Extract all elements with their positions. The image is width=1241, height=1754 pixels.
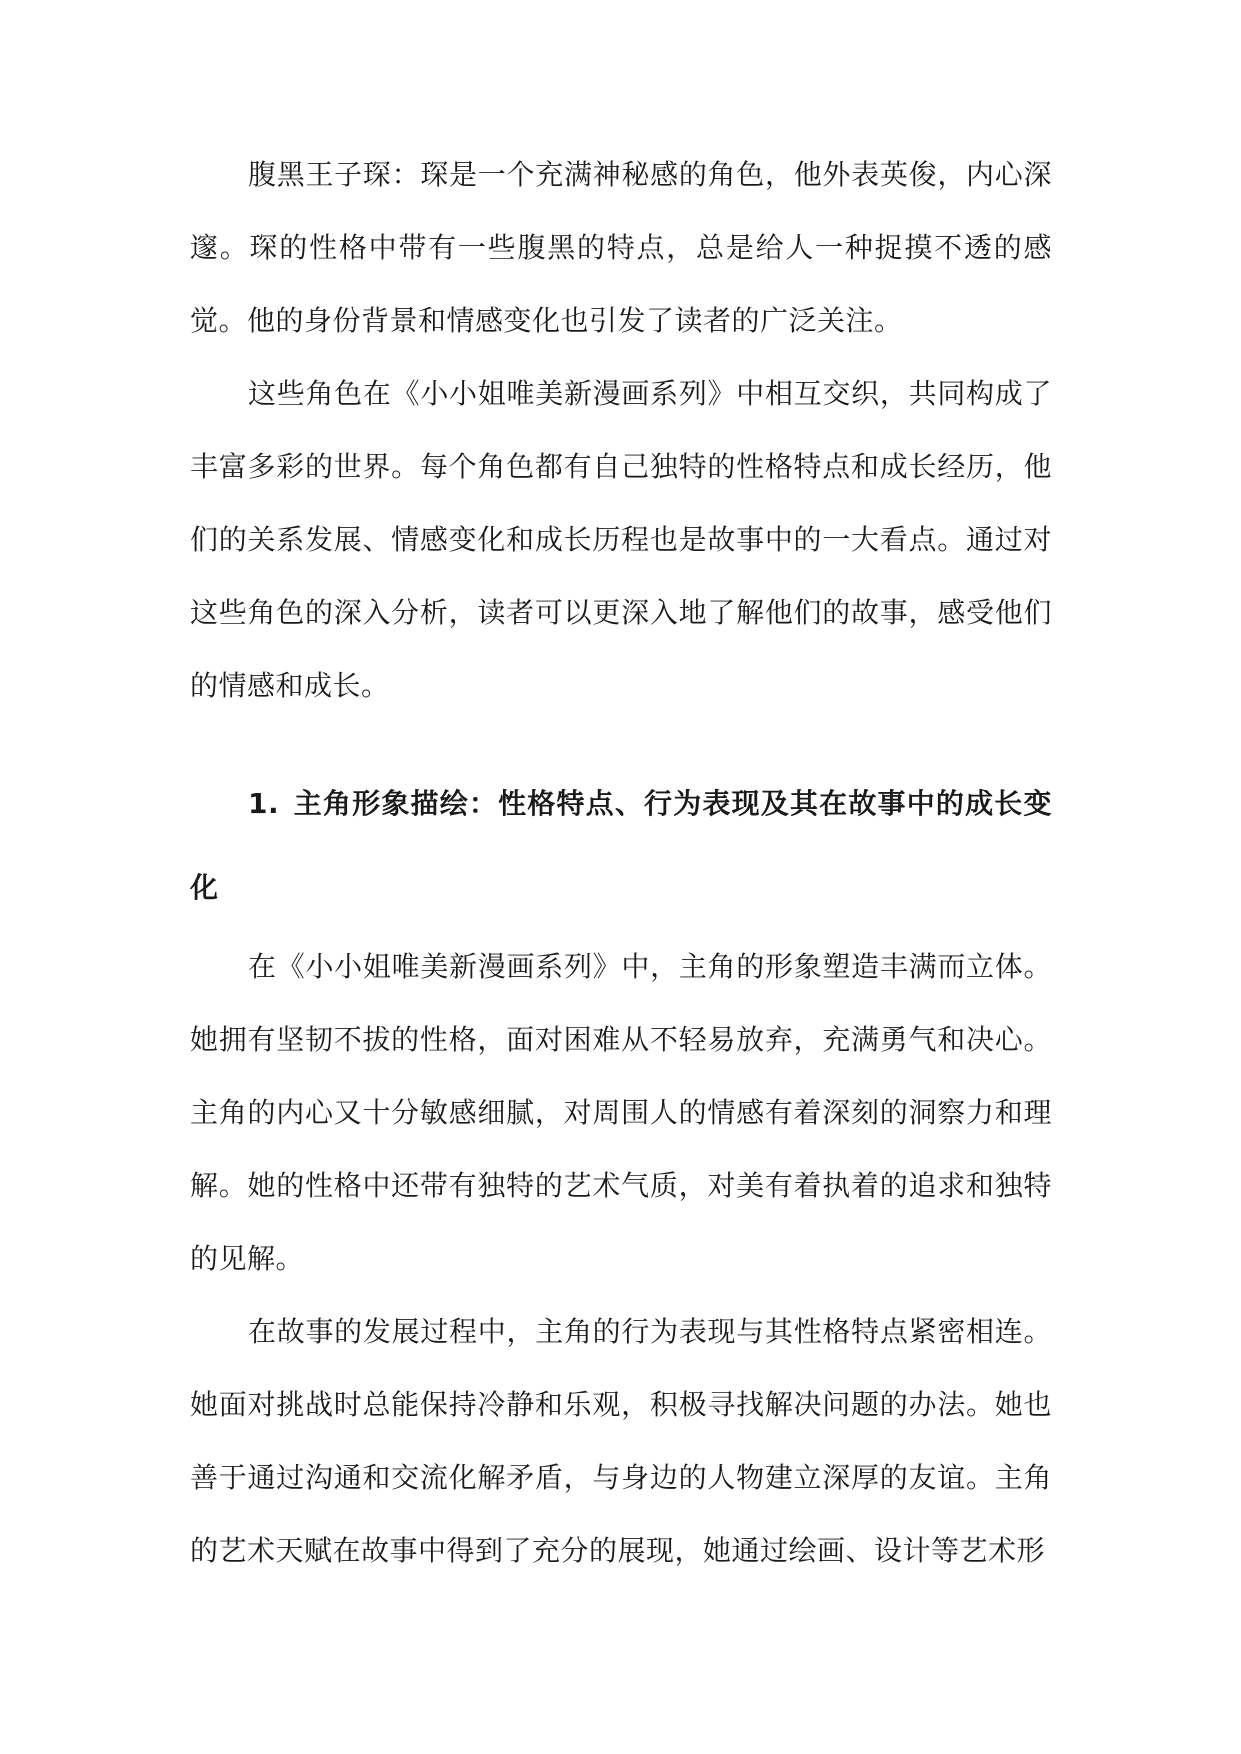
section-number: 1. (248, 787, 280, 820)
document-body (190, 138, 1052, 1587)
section-heading (190, 762, 1052, 930)
paragraph-character-chen: 腹黑王子琛：琛是一个充满神秘感的角色，他外表英俊，内心深邃。琛的性格中带有一些腹黑的特点，总是给人一种捉摸不透的感觉。他的身份背景和情感变化也引发了读者的广泛关注。 (190, 158, 1052, 337)
paragraph-protagonist-behavior: 在故事的发展过程中，主角的行为表现与其性格特点紧密相连。她面对挑战时总能保持冷静和乐观，积极寻找解决问题的办法。她也善于通过沟通和交流化解矛盾，与身边的人物建立深厚的友谊。主角的艺术天赋在故事中得到了充分的展现，她通过绘画、设计等艺术形 (190, 1315, 1052, 1567)
paragraph-characters-summary: 这些角色在《小小姐唯美新漫画系列》中相互交织，共同构成了丰富多彩的世界。每个角色都有自己独特的性格特点和成长经历，他们的关系发展、情感变化和成长历程也是故事中的一大看点。通过对这些角色的深入分析，读者可以更深入地了解他们的故事，感受他们的情感和成长。 (190, 377, 1052, 702)
paragraph-protagonist-personality: 在《小小姐唯美新漫画系列》中，主角的形象塑造丰满而立体。她拥有坚韧不拔的性格，面对困难从不轻易放弃，充满勇气和决心。主角的内心又十分敏感细腻，对周围人的情感有着深刻的洞察力和理解。她的性格中还带有独特的艺术气质，对美有着执着的追求和独特的见解。 (190, 950, 1052, 1275)
section-title: 主角形象描绘：性格特点、行为表现及其在故事中的成长变化 (190, 787, 1052, 904)
